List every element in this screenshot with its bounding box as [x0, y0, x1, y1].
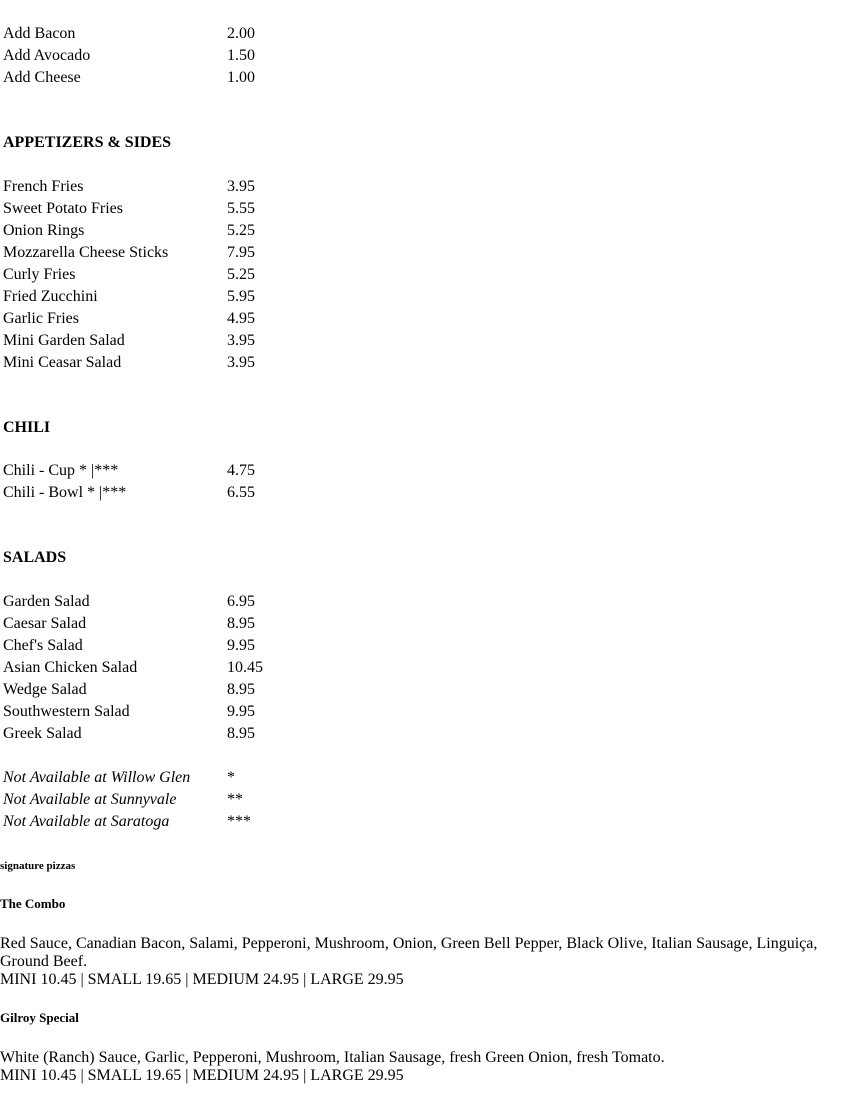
item-name: Asian Chicken Salad [3, 659, 138, 676]
signature-pizzas-heading: signature pizzas [0, 860, 76, 872]
item-name: Add Cheese [3, 69, 81, 86]
item-name: Garlic Fries [3, 310, 79, 327]
item-price: 2.00 [227, 25, 255, 42]
pizza-prices: MINI 10.45 | SMALL 19.65 | MEDIUM 24.95 | LARGE 29.95 [0, 971, 404, 988]
item-name: Fried Zucchini [3, 288, 98, 305]
legend-mark: *** [227, 813, 251, 830]
item-price: 3.95 [227, 332, 255, 349]
item-name: Wedge Salad [3, 681, 87, 698]
item-name: Garden Salad [3, 593, 90, 610]
item-price: 6.95 [227, 593, 255, 610]
legend-text: Not Available at Willow Glen [3, 769, 191, 786]
item-name: Southwestern Salad [3, 703, 130, 720]
item-price: 8.95 [227, 681, 255, 698]
item-price: 5.95 [227, 288, 255, 305]
section-title-salads: SALADS [3, 549, 67, 566]
item-price: 9.95 [227, 637, 255, 654]
item-price: 7.95 [227, 244, 255, 261]
item-price: 10.45 [227, 659, 263, 676]
legend-mark: * [227, 769, 235, 786]
item-price: 8.95 [227, 615, 255, 632]
item-price: 3.95 [227, 354, 255, 371]
item-price: 4.95 [227, 310, 255, 327]
section-title-chili: CHILI [3, 419, 51, 436]
item-name: Chili - Cup * |*** [3, 462, 119, 479]
item-price: 5.25 [227, 222, 255, 239]
item-name: Add Avocado [3, 47, 91, 64]
pizza-prices: MINI 10.45 | SMALL 19.65 | MEDIUM 24.95 | LARGE 29.95 [0, 1067, 404, 1084]
item-name: Sweet Potato Fries [3, 200, 123, 217]
item-name: Curly Fries [3, 266, 76, 283]
item-name: Mini Garden Salad [3, 332, 125, 349]
item-name: Add Bacon [3, 25, 76, 42]
item-price: 9.95 [227, 703, 255, 720]
pizza-name: The Combo [0, 896, 66, 911]
pizza-name: Gilroy Special [0, 1010, 79, 1025]
pizza-description: Red Sauce, Canadian Bacon, Salami, Pepperoni, Mushroom, Onion, Green Bell Pepper, Black Olive, Italian Sausage, Linguiça, Ground Beef. [0, 935, 818, 970]
item-name: Caesar Salad [3, 615, 87, 632]
legend-text: Not Available at Saratoga [3, 813, 170, 830]
legend-text: Not Available at Sunnyvale [3, 791, 177, 808]
item-name: Onion Rings [3, 222, 85, 239]
item-price: 8.95 [227, 725, 255, 742]
item-name: Chef's Salad [3, 637, 83, 654]
item-name: Greek Salad [3, 725, 82, 742]
item-price: 4.75 [227, 462, 255, 479]
item-name: French Fries [3, 178, 84, 195]
pizza-description: White (Ranch) Sauce, Garlic, Pepperoni, Mushroom, Italian Sausage, fresh Green Onion, fresh Tomato. [0, 1049, 665, 1066]
item-name: Mozzarella Cheese Sticks [3, 244, 169, 261]
item-name: Mini Ceasar Salad [3, 354, 122, 371]
item-price: 5.25 [227, 266, 255, 283]
legend-mark: ** [227, 791, 243, 808]
item-price: 6.55 [227, 484, 255, 501]
item-price: 5.55 [227, 200, 255, 217]
item-price: 1.50 [227, 47, 255, 64]
section-title-appetizers: APPETIZERS & SIDES [3, 134, 172, 151]
item-name: Chili - Bowl * |*** [3, 484, 127, 501]
item-price: 3.95 [227, 178, 255, 195]
item-price: 1.00 [227, 69, 255, 86]
